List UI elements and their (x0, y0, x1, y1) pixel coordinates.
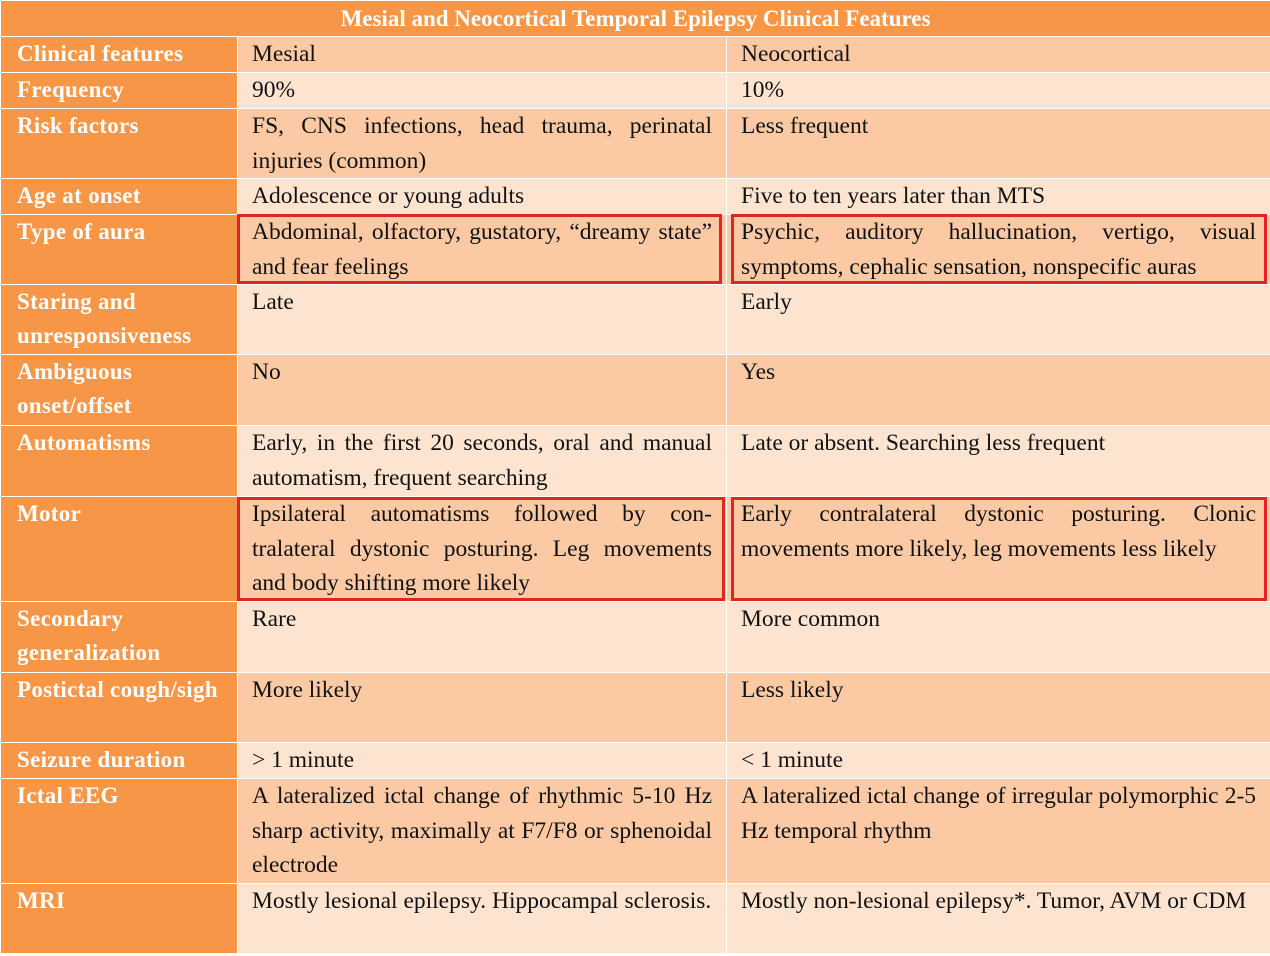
neocortical-cell: Neocortical (727, 37, 1270, 73)
table-row (1, 37, 1270, 73)
row-label-motor: Motor (1, 497, 238, 602)
mesial-cell: Mostly lesional epilepsy. Hippocampal sclerosis. (238, 884, 727, 954)
table-row (1, 355, 1270, 426)
row-label-mri: MRI (1, 884, 238, 954)
row-label-staring: Staring and unresponsiveness (1, 285, 238, 355)
neocortical-cell: Five to ten years later than MTS (727, 179, 1270, 215)
neocortical-cell: Psychic, auditory hallucination, vertigo, visual symptoms, cephalic sensation, nonspecific auras (727, 215, 1270, 285)
table-row (1, 285, 1270, 355)
mesial-cell: 90% (238, 73, 727, 109)
table-row (1, 179, 1270, 215)
row-label-automatisms: Automatisms (1, 426, 238, 497)
mesial-cell: Ipsilateral automatisms followed by contralateral dystonic posturing. Leg movements and body shifting more likely (238, 497, 727, 602)
mesial-cell: > 1 minute (238, 743, 727, 779)
mesial-cell: More likely (238, 673, 727, 743)
mesial-cell: Adolescence or young adults (238, 179, 727, 215)
row-label-ambiguous-onset: Ambiguous onset/offset (1, 355, 238, 426)
table-title: Mesial and Neocortical Temporal Epilepsy Clinical Features (1, 1, 1270, 37)
neocortical-cell: 10% (727, 73, 1270, 109)
row-label-secondary-generalization: Secondary generalization (1, 602, 238, 673)
row-label-frequency: Frequency (1, 73, 238, 109)
row-label-seizure-duration: Seizure duration (1, 743, 238, 779)
table-title-row (1, 1, 1270, 37)
table-row (1, 426, 1270, 497)
table-row (1, 743, 1270, 779)
mesial-cell: No (238, 355, 727, 426)
table-row (1, 673, 1270, 743)
table-row (1, 73, 1270, 109)
neocortical-cell: Yes (727, 355, 1270, 426)
table-row (1, 497, 1270, 602)
neocortical-cell: Early (727, 285, 1270, 355)
row-label-clinical-features: Clinical features (1, 37, 238, 73)
neocortical-cell: < 1 minute (727, 743, 1270, 779)
neocortical-cell: Less likely (727, 673, 1270, 743)
table-row (1, 215, 1270, 285)
table-row (1, 779, 1270, 884)
mesial-cell: FS, CNS infections, head trauma, perinatal injuries (common) (238, 109, 727, 179)
mesial-cell: Early, in the first 20 seconds, oral and manual automatism, frequent searching (238, 426, 727, 497)
table-row (1, 884, 1270, 954)
row-label-postictal-cough: Postictal cough/sigh (1, 673, 238, 743)
table-row (1, 602, 1270, 673)
neocortical-cell: More common (727, 602, 1270, 673)
mesial-cell: Rare (238, 602, 727, 673)
neocortical-cell: Early contralateral dystonic posturing. Clonic movements more likely, leg movements less likely (727, 497, 1270, 602)
row-label-risk-factors: Risk factors (1, 109, 238, 179)
neocortical-cell: Mostly non-lesional epilepsy*. Tumor, AVM or CDM (727, 884, 1270, 954)
neocortical-cell: A lateralized ictal change of irregular polymorphic 2-5 Hz temporal rhythm (727, 779, 1270, 884)
neocortical-cell: Less frequent (727, 109, 1270, 179)
mesial-cell: Mesial (238, 37, 727, 73)
mesial-cell: A lateralized ictal change of rhythmic 5-10 Hz sharp activity, maximally at F7/F8 or sphenoidal electrode (238, 779, 727, 884)
mesial-cell: Late (238, 285, 727, 355)
row-label-age-at-onset: Age at onset (1, 179, 238, 215)
mesial-cell: Abdominal, olfactory, gustatory, “dreamy state” and fear feelings (238, 215, 727, 285)
row-label-ictal-eeg: Ictal EEG (1, 779, 238, 884)
table-row (1, 109, 1270, 179)
row-label-type-of-aura: Type of aura (1, 215, 238, 285)
neocortical-cell: Late or absent. Searching less frequent (727, 426, 1270, 497)
